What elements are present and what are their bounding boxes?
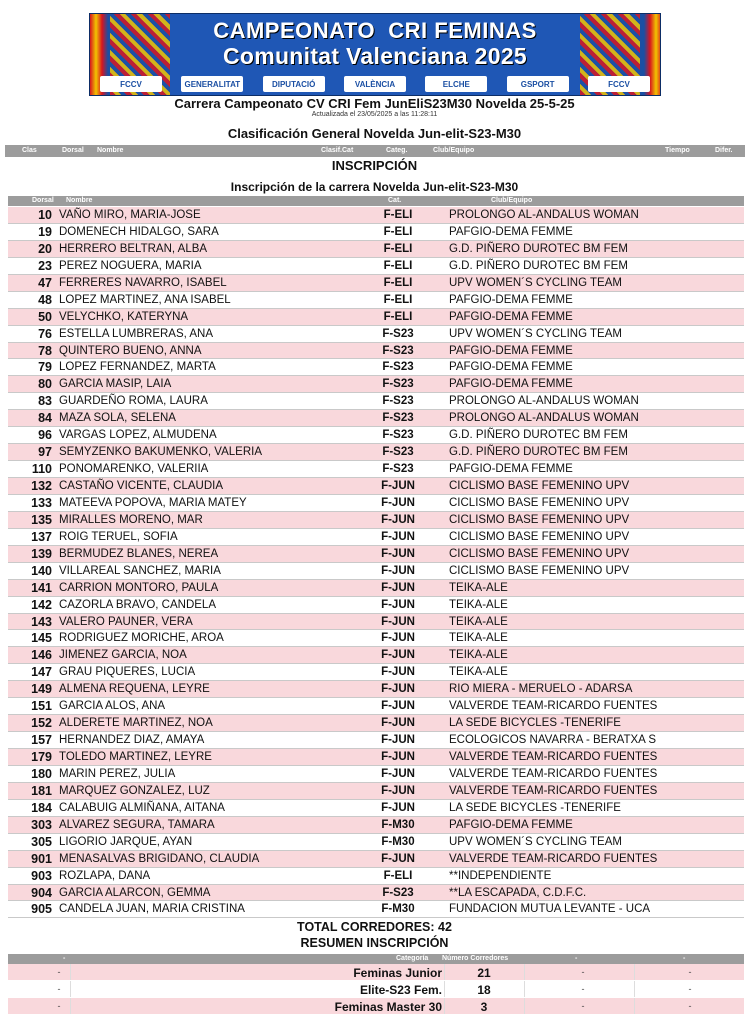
rider-name: SEMYZENKO BAKUMENKO, VALERIA bbox=[59, 446, 263, 459]
table-row bbox=[8, 749, 744, 766]
rider-club: PROLONGO AL-ANDALUS WOMAN bbox=[449, 395, 639, 408]
sponsor-logo: FCCV bbox=[588, 76, 650, 92]
rider-name: MARIN PEREZ, JULIA bbox=[59, 767, 176, 780]
col-header-clas: Clas bbox=[22, 147, 37, 154]
table-row bbox=[8, 444, 744, 461]
table-row bbox=[8, 647, 744, 664]
rider-dorsal: 184 bbox=[31, 800, 52, 815]
rider-name: MARQUEZ GONZALEZ, LUZ bbox=[59, 784, 210, 797]
rider-name: GRAU PIQUERES, LUCIA bbox=[59, 666, 196, 679]
rider-club: PROLONGO AL-ANDALUS WOMAN bbox=[449, 209, 639, 221]
rider-dorsal: 48 bbox=[38, 292, 52, 307]
rider-club: LA SEDE BICYCLES -TENERIFE bbox=[449, 801, 621, 814]
table-row bbox=[8, 597, 744, 614]
rider-dorsal: 47 bbox=[38, 275, 52, 290]
rider-dorsal: 146 bbox=[31, 648, 52, 663]
summary-count: 21 bbox=[477, 966, 491, 980]
table-row bbox=[8, 681, 744, 698]
rider-dorsal: 903 bbox=[31, 868, 52, 883]
rider-dorsal: 303 bbox=[31, 817, 52, 832]
inscription-subtitle: Inscripción de la carrera Novelda Jun-elit-S23-M30 bbox=[230, 180, 519, 194]
rider-category: F-JUN bbox=[381, 480, 415, 492]
rider-category: F-JUN bbox=[381, 513, 415, 526]
rider-name: LOPEZ MARTINEZ, ANA ISABEL bbox=[59, 293, 231, 306]
table-row bbox=[8, 664, 744, 681]
rider-category: F-JUN bbox=[381, 632, 415, 645]
summary-divider bbox=[524, 964, 525, 980]
summary-dash: - bbox=[581, 984, 585, 994]
rider-club: PAFGIO-DEMA FEMME bbox=[449, 378, 573, 391]
table-row bbox=[8, 326, 744, 343]
table-row bbox=[8, 207, 744, 224]
table-row bbox=[8, 901, 744, 918]
table-row bbox=[8, 766, 744, 783]
rider-category: F-ELI bbox=[383, 209, 413, 221]
rider-name: MAZA SOLA, SELENA bbox=[59, 412, 176, 425]
rider-category: F-S23 bbox=[382, 344, 414, 357]
rider-dorsal: 19 bbox=[38, 224, 52, 239]
event-banner bbox=[89, 13, 661, 96]
rider-club: LA SEDE BICYCLES -TENERIFE bbox=[449, 717, 621, 730]
rider-name: CALABUIG ALMIÑANA, AITANA bbox=[59, 801, 225, 814]
rider-category: F-JUN bbox=[381, 649, 415, 662]
rider-name: MATEEVA POPOVA, MARIA MATEY bbox=[59, 496, 247, 509]
classification-header-bar bbox=[5, 145, 745, 157]
rider-name: ALMENA REQUENA, LEYRE bbox=[59, 683, 210, 696]
rider-dorsal: 80 bbox=[38, 377, 52, 392]
summary-count: 18 bbox=[477, 983, 491, 997]
rider-category: F-JUN bbox=[381, 564, 415, 577]
rider-dorsal: 78 bbox=[38, 343, 52, 358]
rider-name: BERMUDEZ BLANES, NEREA bbox=[59, 547, 219, 560]
rider-club: G.D. PIÑERO DUROTEC BM FEM bbox=[449, 429, 628, 442]
table-row bbox=[8, 715, 744, 732]
rider-category: F-ELI bbox=[383, 225, 413, 238]
rider-club: PAFGIO-DEMA FEMME bbox=[449, 818, 573, 831]
rider-name: FERRERES NAVARRO, ISABEL bbox=[59, 276, 227, 289]
rider-dorsal: 901 bbox=[31, 851, 52, 866]
table-row bbox=[8, 529, 744, 546]
table-row bbox=[8, 885, 744, 902]
table-row bbox=[8, 495, 744, 512]
rider-dorsal: 143 bbox=[31, 614, 52, 629]
rider-dorsal: 140 bbox=[31, 563, 52, 578]
table-row bbox=[8, 800, 744, 817]
rider-category: F-M30 bbox=[381, 818, 415, 831]
rider-category: F-JUN bbox=[381, 852, 415, 865]
table-row bbox=[8, 393, 744, 410]
rider-name: MIRALLES MORENO, MAR bbox=[59, 513, 203, 526]
rider-dorsal: 141 bbox=[31, 580, 52, 595]
rider-category: F-S23 bbox=[382, 378, 414, 391]
summary-col-dash: - bbox=[575, 955, 578, 962]
summary-divider bbox=[634, 964, 635, 980]
rider-category: F-JUN bbox=[381, 598, 415, 611]
rider-name: ROIG TERUEL, SOFIA bbox=[59, 530, 178, 543]
rider-category: F-S23 bbox=[382, 412, 414, 425]
rider-dorsal: 180 bbox=[31, 766, 52, 781]
inscription-table bbox=[8, 207, 744, 918]
summary-row bbox=[8, 998, 744, 1015]
rider-club: CICLISMO BASE FEMENINO UPV bbox=[449, 547, 630, 560]
rider-category: F-ELI bbox=[383, 869, 413, 882]
rider-club: TEIKA-ALE bbox=[449, 581, 508, 594]
table-row bbox=[8, 851, 744, 868]
rider-club: PAFGIO-DEMA FEMME bbox=[449, 361, 573, 374]
sponsor-logo: VALÈNCIA bbox=[344, 76, 406, 92]
col-header-tiempo: Tiempo bbox=[665, 147, 690, 154]
rider-dorsal: 179 bbox=[31, 750, 52, 764]
rider-club: CICLISMO BASE FEMENINO UPV bbox=[449, 513, 630, 526]
rider-name: GARCIA ALOS, ANA bbox=[59, 700, 166, 713]
summary-divider bbox=[634, 981, 635, 997]
rider-dorsal: 20 bbox=[38, 241, 52, 256]
rider-category: F-S23 bbox=[382, 327, 414, 340]
rider-club: PROLONGO AL-ANDALUS WOMAN bbox=[449, 412, 639, 425]
rider-club: FUNDACION MUTUA LEVANTE - UCA bbox=[449, 903, 651, 916]
rider-name: GARCIA MASIP, LAIA bbox=[59, 378, 172, 391]
rider-name: CASTAÑO VICENTE, CLAUDIA bbox=[59, 480, 224, 492]
rider-dorsal: 96 bbox=[38, 428, 52, 443]
rider-name: TOLEDO MARTINEZ, LEYRE bbox=[59, 751, 212, 763]
rider-category: F-ELI bbox=[383, 293, 413, 306]
rider-club: TEIKA-ALE bbox=[449, 649, 508, 662]
rider-category: F-JUN bbox=[381, 547, 415, 560]
table-row bbox=[8, 614, 744, 631]
banner-subtitle: Comunitat Valenciana 2025 bbox=[222, 43, 528, 69]
rider-club: G.D. PIÑERO DUROTEC BM FEM bbox=[449, 242, 628, 255]
summary-row bbox=[8, 964, 744, 981]
col-header-cat: Cat. bbox=[388, 197, 402, 204]
rider-category: F-S23 bbox=[382, 886, 414, 899]
classification-title: Clasificación General Novelda Jun-elit-S23-M30 bbox=[227, 126, 522, 141]
rider-category: F-ELI bbox=[383, 242, 413, 255]
rider-dorsal: 157 bbox=[31, 733, 52, 748]
rider-dorsal: 151 bbox=[31, 699, 52, 714]
rider-club: PAFGIO-DEMA FEMME bbox=[449, 225, 573, 238]
banner-title: CAMPEONATO CRI FEMINAS bbox=[213, 18, 537, 43]
rider-club: PAFGIO-DEMA FEMME bbox=[449, 293, 573, 306]
table-row bbox=[8, 868, 744, 885]
table-row bbox=[8, 732, 744, 749]
rider-club: UPV WOMEN´S CYCLING TEAM bbox=[449, 327, 622, 340]
rider-dorsal: 84 bbox=[38, 411, 52, 426]
summary-table bbox=[8, 964, 744, 1015]
summary-divider bbox=[524, 981, 525, 997]
table-row bbox=[8, 410, 744, 427]
rider-dorsal: 110 bbox=[31, 462, 52, 477]
rider-category: F-JUN bbox=[381, 530, 415, 543]
summary-dash: - bbox=[57, 967, 61, 977]
rider-club: PAFGIO-DEMA FEMME bbox=[449, 463, 573, 476]
table-row bbox=[8, 376, 744, 393]
rider-name: DOMENECH HIDALGO, SARA bbox=[59, 225, 219, 238]
table-row bbox=[8, 461, 744, 478]
summary-dash: - bbox=[581, 1001, 585, 1011]
rider-category: F-M30 bbox=[381, 903, 415, 916]
col-header-categ: Categ. bbox=[386, 147, 408, 154]
rider-club: G.D. PIÑERO DUROTEC BM FEM bbox=[449, 259, 628, 272]
rider-club: G.D. PIÑERO DUROTEC BM FEM bbox=[449, 446, 628, 459]
rider-club: PAFGIO-DEMA FEMME bbox=[449, 310, 573, 323]
summary-row bbox=[8, 981, 744, 998]
rider-category: F-JUN bbox=[381, 496, 415, 509]
rider-club: VALVERDE TEAM-RICARDO FUENTES bbox=[449, 751, 658, 763]
rider-name: CANDELA JUAN, MARIA CRISTINA bbox=[59, 903, 245, 916]
rider-club: UPV WOMEN´S CYCLING TEAM bbox=[449, 276, 622, 289]
updated-timestamp: Actualizada el 23/05/2025 a las 11:28:11 bbox=[311, 111, 438, 118]
rider-dorsal: 139 bbox=[31, 546, 52, 561]
rider-category: F-S23 bbox=[382, 395, 414, 408]
col-header-club: Club/Equipo bbox=[433, 147, 475, 154]
rider-category: F-JUN bbox=[381, 717, 415, 730]
rider-dorsal: 133 bbox=[31, 495, 52, 510]
rider-club: VALVERDE TEAM-RICARDO FUENTES bbox=[449, 852, 658, 865]
table-row bbox=[8, 546, 744, 563]
rider-club: UPV WOMEN´S CYCLING TEAM bbox=[449, 835, 622, 848]
summary-dash: - bbox=[581, 967, 585, 977]
rider-name: GARCIA ALARCON, GEMMA bbox=[59, 886, 211, 899]
table-row bbox=[8, 817, 744, 834]
summary-divider bbox=[634, 998, 635, 1014]
rider-name: ROZLAPA, DANA bbox=[59, 869, 151, 882]
summary-col-dash: - bbox=[63, 955, 66, 962]
rider-club: TEIKA-ALE bbox=[449, 598, 508, 611]
table-row bbox=[8, 292, 744, 309]
rider-dorsal: 76 bbox=[38, 326, 52, 341]
table-row bbox=[8, 512, 744, 529]
rider-dorsal: 50 bbox=[38, 309, 52, 324]
total-riders: TOTAL CORREDORES: 42 bbox=[297, 920, 452, 934]
rider-club: TEIKA-ALE bbox=[449, 666, 508, 679]
summary-dash: - bbox=[57, 1001, 61, 1011]
table-row bbox=[8, 275, 744, 292]
rider-club: RIO MIERA - MERUELO - ADARSA bbox=[449, 683, 633, 696]
sponsor-logo: ELCHE bbox=[425, 76, 487, 92]
rider-name: VILLAREAL SANCHEZ, MARIA bbox=[59, 564, 221, 577]
table-row bbox=[8, 478, 744, 495]
race-title: Carrera Campeonato CV CRI Fem JunEliS23M30 Novelda 25-5-25 bbox=[174, 96, 575, 111]
rider-category: F-JUN bbox=[381, 581, 415, 594]
rider-dorsal: 79 bbox=[38, 360, 52, 375]
rider-dorsal: 305 bbox=[31, 834, 52, 849]
rider-name: GUARDEÑO ROMA, LAURA bbox=[59, 395, 208, 408]
table-row bbox=[8, 630, 744, 647]
rider-club: CICLISMO BASE FEMENINO UPV bbox=[449, 530, 630, 543]
rider-club: CICLISMO BASE FEMENINO UPV bbox=[449, 480, 630, 492]
rider-name: VELYCHKO, KATERYNA bbox=[59, 310, 189, 323]
rider-category: F-JUN bbox=[381, 784, 415, 797]
table-row bbox=[8, 783, 744, 800]
summary-category: Elite-S23 Fem. bbox=[359, 983, 442, 997]
col-header-dorsal: Dorsal bbox=[62, 147, 84, 154]
rider-name: LIGORIO JARQUE, AYAN bbox=[59, 835, 193, 848]
rider-name: HERNANDEZ DIAZ, AMAYA bbox=[59, 734, 205, 747]
rider-dorsal: 83 bbox=[38, 394, 52, 409]
rider-category: F-JUN bbox=[381, 751, 415, 763]
rider-category: F-JUN bbox=[381, 801, 415, 814]
rider-name: JIMENEZ GARCIA, NOA bbox=[59, 649, 187, 662]
rider-dorsal: 181 bbox=[31, 783, 52, 798]
rider-dorsal: 149 bbox=[31, 682, 52, 697]
summary-dash: - bbox=[688, 967, 692, 977]
table-row bbox=[8, 359, 744, 376]
inscription-title: INSCRIPCIÓN bbox=[331, 158, 418, 173]
col-header-clasif-cat: Clasif.Cat bbox=[321, 147, 354, 154]
table-row bbox=[8, 343, 744, 360]
rider-category: F-S23 bbox=[382, 446, 414, 459]
summary-category: Feminas Junior bbox=[353, 966, 442, 980]
rider-category: F-S23 bbox=[382, 463, 414, 476]
rider-club: **LA ESCAPADA, C.D.F.C. bbox=[449, 886, 587, 899]
rider-club: VALVERDE TEAM-RICARDO FUENTES bbox=[449, 767, 658, 780]
rider-name: RODRIGUEZ MORICHE, AROA bbox=[59, 632, 224, 645]
rider-club: TEIKA-ALE bbox=[449, 632, 508, 645]
rider-dorsal: 904 bbox=[31, 885, 52, 900]
table-row bbox=[8, 258, 744, 275]
rider-category: F-ELI bbox=[383, 310, 413, 323]
rider-name: ESTELLA LUMBRERAS, ANA bbox=[59, 327, 214, 340]
rider-club: ECOLOGICOS NAVARRA - BERATXA S bbox=[449, 734, 657, 747]
rider-dorsal: 97 bbox=[38, 445, 52, 460]
summary-col-categoria: Categoría bbox=[396, 955, 429, 962]
rider-name: LOPEZ FERNANDEZ, MARTA bbox=[59, 361, 216, 374]
summary-divider bbox=[524, 998, 525, 1014]
rider-name: VARGAS LOPEZ, ALMUDENA bbox=[59, 429, 217, 442]
rider-dorsal: 905 bbox=[31, 902, 52, 917]
rider-name: ALDERETE MARTINEZ, NOA bbox=[59, 717, 213, 730]
rider-dorsal: 135 bbox=[31, 512, 52, 527]
summary-col-dash: - bbox=[683, 955, 686, 962]
summary-dash: - bbox=[57, 984, 61, 994]
rider-dorsal: 23 bbox=[38, 258, 52, 273]
rider-name: VALERO PAUNER, VERA bbox=[59, 615, 193, 628]
rider-club: **INDEPENDIENTE bbox=[449, 869, 552, 882]
rider-category: F-JUN bbox=[381, 683, 415, 696]
rider-category: F-JUN bbox=[381, 615, 415, 628]
rider-name: CARRION MONTORO, PAULA bbox=[59, 581, 219, 594]
rider-name: VAÑO MIRO, MARIA-JOSE bbox=[59, 209, 201, 221]
col-header-club: Club/Equipo bbox=[491, 197, 533, 204]
table-row bbox=[8, 563, 744, 580]
rider-club: CICLISMO BASE FEMENINO UPV bbox=[449, 496, 630, 509]
rider-dorsal: 10 bbox=[38, 208, 52, 222]
sponsor-logo: GSPORT bbox=[507, 76, 569, 92]
rider-club: VALVERDE TEAM-RICARDO FUENTES bbox=[449, 700, 658, 713]
rider-category: F-ELI bbox=[383, 259, 413, 272]
rider-name: ALVAREZ SEGURA, TAMARA bbox=[59, 818, 215, 831]
rider-name: HERRERO BELTRAN, ALBA bbox=[59, 242, 208, 255]
summary-category: Feminas Master 30 bbox=[334, 1000, 442, 1014]
summary-title: RESUMEN INSCRIPCIÓN bbox=[300, 936, 449, 950]
inscription-header-bar bbox=[8, 196, 744, 206]
rider-category: F-ELI bbox=[383, 276, 413, 289]
rider-club: CICLISMO BASE FEMENINO UPV bbox=[449, 564, 630, 577]
rider-club: PAFGIO-DEMA FEMME bbox=[449, 344, 573, 357]
rider-club: VALVERDE TEAM-RICARDO FUENTES bbox=[449, 784, 658, 797]
rider-category: F-JUN bbox=[381, 734, 415, 747]
table-row bbox=[8, 241, 744, 258]
rider-dorsal: 137 bbox=[31, 529, 52, 544]
rider-name: PONOMARENKO, VALERIIA bbox=[59, 463, 209, 476]
rider-category: F-JUN bbox=[381, 666, 415, 679]
table-row bbox=[8, 834, 744, 851]
rider-name: PEREZ NOGUERA, MARIA bbox=[59, 259, 202, 272]
sponsor-logo: GENERALITAT bbox=[181, 76, 243, 92]
rider-category: F-JUN bbox=[381, 700, 415, 713]
rider-category: F-S23 bbox=[382, 361, 414, 374]
col-header-dorsal: Dorsal bbox=[32, 197, 54, 204]
summary-dash: - bbox=[688, 1001, 692, 1011]
rider-name: CAZORLA BRAVO, CANDELA bbox=[59, 598, 216, 611]
rider-name: MENASALVAS BRIGIDANO, CLAUDIA bbox=[59, 852, 260, 865]
col-header-nombre: Nombre bbox=[97, 147, 124, 154]
table-row bbox=[8, 309, 744, 326]
rider-club: TEIKA-ALE bbox=[449, 615, 508, 628]
table-row bbox=[8, 580, 744, 597]
col-header-difer: Difer. bbox=[715, 147, 733, 154]
summary-col-numero: Número Corredores bbox=[442, 955, 509, 962]
col-header-nombre: Nombre bbox=[66, 197, 93, 204]
rider-dorsal: 147 bbox=[31, 665, 52, 680]
table-row bbox=[8, 224, 744, 241]
summary-header-bar bbox=[8, 954, 744, 964]
rider-dorsal: 132 bbox=[31, 479, 52, 493]
rider-category: F-M30 bbox=[381, 835, 415, 848]
sponsor-logos bbox=[100, 74, 650, 94]
rider-dorsal: 145 bbox=[31, 631, 52, 646]
table-row bbox=[8, 427, 744, 444]
rider-name: QUINTERO BUENO, ANNA bbox=[59, 344, 202, 357]
table-row bbox=[8, 698, 744, 715]
sponsor-logo: FCCV bbox=[100, 76, 162, 92]
rider-dorsal: 152 bbox=[31, 716, 52, 731]
summary-count: 3 bbox=[480, 1000, 488, 1014]
rider-category: F-S23 bbox=[382, 429, 414, 442]
sponsor-logo: DIPUTACIÓ bbox=[263, 76, 325, 92]
summary-dash: - bbox=[688, 984, 692, 994]
rider-category: F-JUN bbox=[381, 767, 415, 780]
rider-dorsal: 142 bbox=[31, 597, 52, 612]
